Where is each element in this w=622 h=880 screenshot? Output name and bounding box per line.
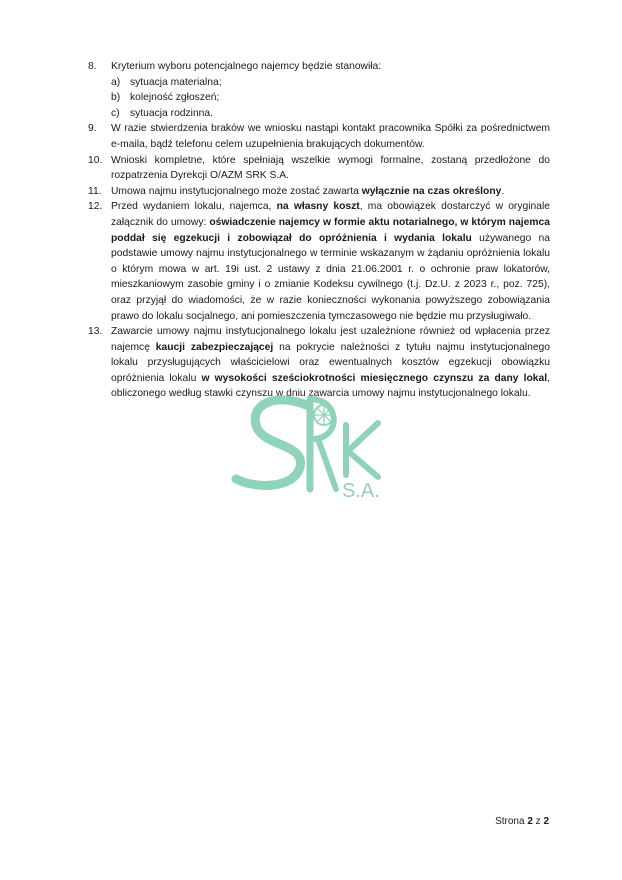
bold-text: w wysokości sześciokrotności miesięcznego czynszu za dany lokal: [201, 372, 548, 384]
bold-text: na własny koszt: [276, 201, 360, 213]
item-number: 13.: [88, 326, 103, 338]
text-run: , ma obowiązek dostarczyć w oryginale załącznik do umowy:: [111, 201, 550, 228]
item-text: W razie stwierdzenia braków we wniosku nastąpi kontakt pracownika Spółki za pośrednictwem e-maila, bądź telefonu celem uzupełnienia brakujących dokumentów.: [111, 123, 550, 150]
logo-r-leg: [318, 439, 336, 489]
criteria-item: [111, 106, 550, 122]
criteria-text: kolejność zgłoszeń;: [130, 92, 220, 104]
criteria-letter: a): [111, 76, 121, 88]
text-run: na pokrycie należności z tytułu najmu instytucjonalnego lokalu przysługujących właścicielowi oraz ewentualnych kosztów egzekucji obowiązku opróżnienia lokalu: [111, 341, 551, 384]
logo-s-stroke: [236, 400, 306, 486]
footer-label: Strona: [495, 816, 528, 827]
bold-text: oświadczenie najemcy w formie aktu notarialnego, w którym najemca poddał się egzekucji i zobowiązał do opróżnienia i wydania lokalu: [111, 216, 550, 244]
text-run: Zawarcie umowy najmu instytucjonalnego lokalu jest uzależnione również od wpłacenia przez najemcę: [111, 326, 550, 353]
text-run: używanego na podstawie umowy najmu instytucjonalnego w terminie wskazanym w żądaniu opróżnienia lokalu o którym mowa w art. 19i ust. 2 ustawy z dnia 21.06.2001 r. o ochronie praw lokatorów, mieszkaniowym zasobie gminy i o zmianie Kodeksu cywilnego (t.j. Dz.U. z 2023 r., poz. 725), oraz przyjął do wiadomości, że w razie konieczności wykonania powyższego zobowiązania prawo do lokalu socjalnego, ani pomieszczenia tymczasowego nie będzie mu przysługiwało.: [111, 232, 550, 322]
footer-sep: z: [532, 816, 544, 827]
item-text: Kryterium wyboru potencjalnego najemcy będzie stanowiła:: [111, 61, 382, 72]
item-number: 8.: [88, 61, 97, 72]
item-number: 10.: [88, 154, 103, 166]
list-item: [88, 59, 550, 75]
footer-page: 2: [527, 816, 533, 827]
srk-logo: [228, 385, 398, 500]
item-number: 12.: [88, 201, 103, 213]
bold-text: wyłącznie na czas określony: [361, 185, 502, 197]
criteria-letter: c): [111, 107, 120, 119]
item-number: 9.: [88, 123, 97, 135]
text-run: .: [501, 185, 505, 197]
list-item: [88, 153, 550, 184]
criteria-letter: b): [111, 92, 121, 104]
list-item: [88, 199, 550, 324]
page-footer: [495, 816, 549, 827]
criteria-item: [111, 75, 550, 91]
item-number: 11.: [88, 185, 102, 197]
logo-sa-text: S.A.: [342, 480, 380, 500]
criteria-item: [111, 90, 550, 106]
criteria-text: sytuacja rodzinna.: [130, 107, 213, 119]
text-run: Przed wydaniem lokalu, najemca,: [111, 201, 277, 213]
bold-text: kaucji zabezpieczającej: [155, 341, 274, 353]
item-text: Wnioski kompletne, które spełniają wszelkie wymogi formalne, zostaną przedłożone do rozpatrzenia Dyrekcji O/AZM SRK S.A.: [111, 154, 550, 182]
text-run: , obliczonego według stawki czynszu w dniu zawarcia umowy najmu instytucjonalnego lokalu.: [111, 372, 550, 400]
numbered-list: [88, 59, 550, 402]
list-item: [88, 184, 550, 200]
logo-k-arms: [348, 423, 378, 477]
logo-wheel-spokes: [314, 405, 334, 425]
text-run: Umowa najmu instytucjonalnego może zostać zawarta: [111, 185, 362, 197]
item-text: [111, 184, 550, 200]
item-text: [111, 199, 550, 324]
criteria-text: sytuacja materialna;: [130, 76, 222, 88]
footer-total: 2: [543, 816, 549, 827]
list-item: [88, 121, 550, 152]
